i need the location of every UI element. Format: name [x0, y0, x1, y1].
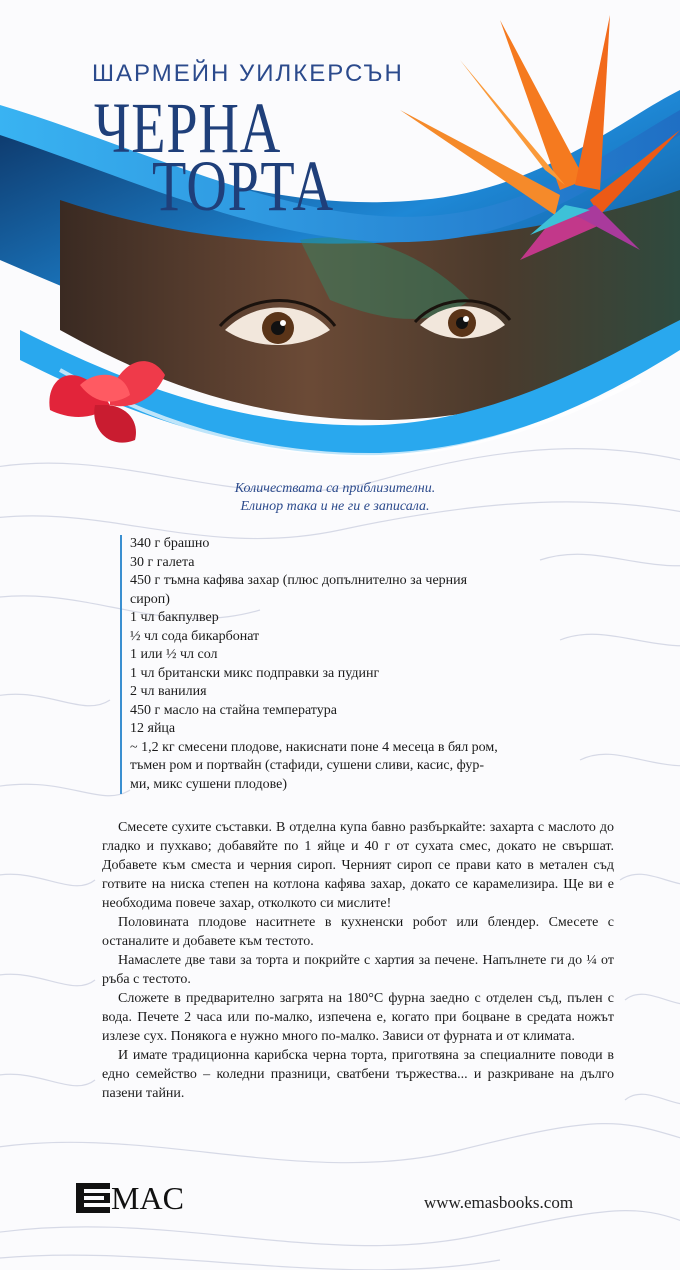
ingredient-item: сироп): [130, 591, 170, 607]
author-name: ШАРМЕЙН УИЛКЕРСЪН: [92, 60, 404, 87]
ingredients-list: [120, 535, 590, 794]
method-paragraph: Смесете сухите съставки. В отделна купа бавно разбъркайте: захарта с маслото до гладко и пухкаво; добавяйте по 1 яйце и 40 г от сухата смес, докато не свършат. Добавете към сместа и черния сироп. Черният сироп се прави като в метален съд готвите на ниска степен на котлона кафява захар, докато се карамелизира. Ще ви е необходима повече захар, отколкото си мислите!: [102, 820, 614, 911]
ingredient-item: 1 чл бакпулвер: [130, 610, 219, 625]
publisher-e-mark-icon: [76, 1183, 110, 1213]
ingredient-item: 1 чл британски микс подправки за пудинг: [130, 665, 380, 681]
recipe-note: [180, 480, 490, 516]
method-paragraph: И имате традиционна карибска черна торта, приготвяна за специалните поводи в едно семейство – коледни празници, сватбени тържества... и разкриване на дълго пазени тайни.: [102, 1048, 614, 1101]
recipe-method: [102, 818, 614, 1103]
ingredient-item: 30 г галета: [130, 554, 195, 570]
ingredient-item: ~ 1,2 кг смесени плодове, накиснати поне 4 месеца в бял ром,: [130, 739, 498, 755]
ingredient-item: 450 г тъмна кафява захар (плюс допълнително за черния: [130, 573, 468, 588]
book-title-line-1: ЧЕРНА: [94, 88, 282, 168]
ingredient-item: ми, микс сушени плодове): [130, 776, 287, 792]
ingredient-item: ½ чл сода бикарбонат: [130, 628, 260, 644]
note-line-2: Елинор така и не ги е записала.: [240, 499, 430, 514]
ingredient-item: 450 г масло на стайна температура: [130, 702, 337, 718]
ingredient-item: 1 или ½ чл сол: [130, 647, 218, 662]
publisher-logo: [76, 1180, 184, 1216]
ingredient-item: 12 яйца: [130, 721, 176, 736]
method-paragraph: Половината плодове наситнете в кухненски робот или блендер. Смесете с останалите и добавете към тестото.: [102, 915, 614, 949]
ingredient-item: тъмен ром и портвайн (стафиди, сушени сливи, касис, фур-: [130, 758, 485, 773]
publisher-website[interactable]: www.emasbooks.com: [424, 1193, 574, 1212]
book-title-line-2: ТОРТА: [152, 146, 335, 226]
publisher-name: MAC: [111, 1180, 184, 1216]
note-line-1: Количествата са приблизителни.: [234, 481, 436, 496]
method-paragraph: Намаслете две тави за торта и покрийте с хартия за печене. Напълнете ги до ¼ от ръба с тестото.: [102, 953, 614, 987]
ingredient-item: 340 г брашно: [130, 536, 210, 551]
ingredient-item: 2 чл ванилия: [130, 684, 207, 699]
method-paragraph: Сложете в предварително загрята на 180°C фурна заедно с отделен съд, пълен с вода. Печете 2 часа или по-малко, изпечена е, когато при боцване в средата ножът излезе сух. Понякога е нужно много по-малко. Зависи от фурната и от климата.: [102, 991, 614, 1044]
